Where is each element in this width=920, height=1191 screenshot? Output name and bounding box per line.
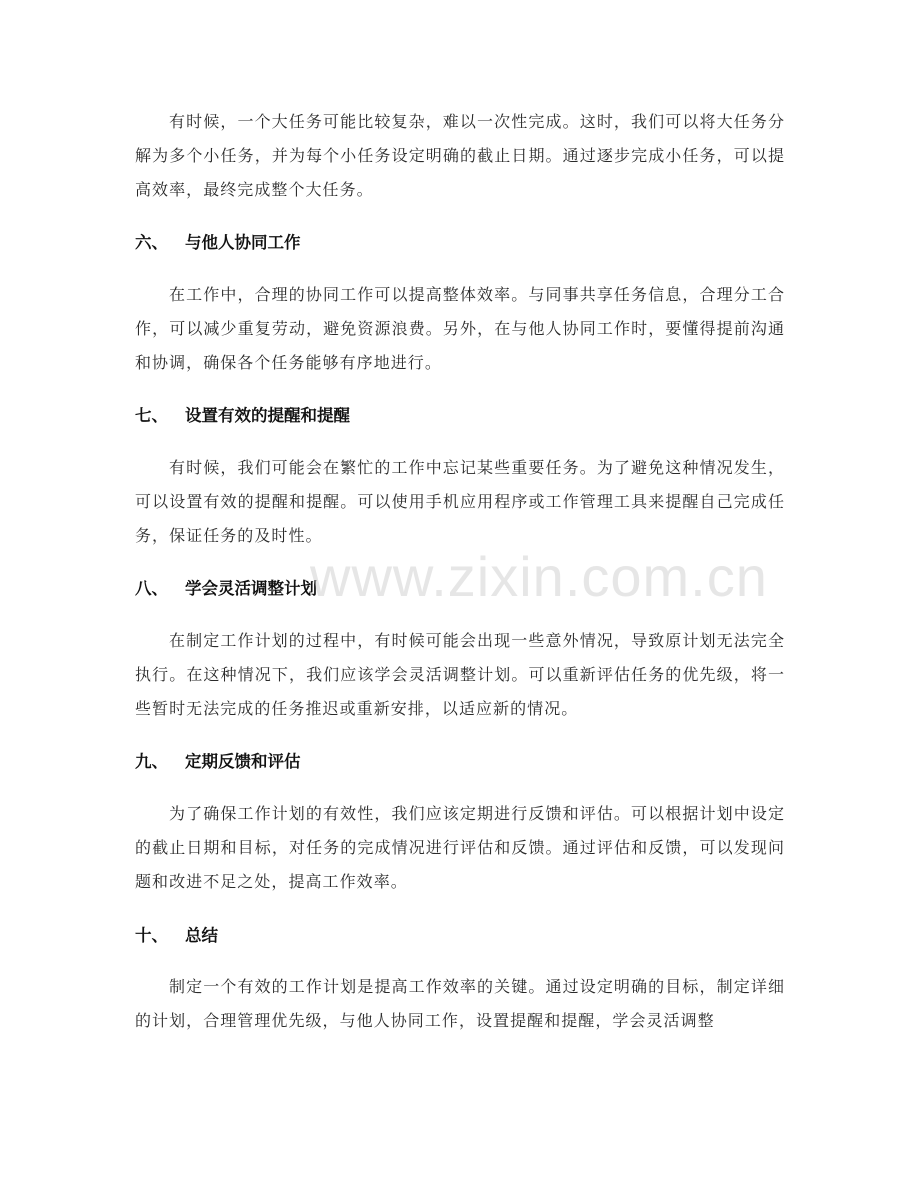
section-number: 九、 — [135, 752, 168, 771]
section-number: 八、 — [135, 579, 168, 598]
section-body-7: 有时候，我们可能会在繁忙的工作中忘记某些重要任务。为了避免这种情况发生，可以设置有效的提醒和提醒。可以使用手机应用程序或工作管理工具来提醒自己完成任务，保证任务的及时性。 — [135, 458, 785, 545]
section-title: 与他人协同工作 — [185, 233, 301, 252]
watermark: www.zixin.com.cn — [310, 545, 768, 608]
section-body-8: 在制定工作计划的过程中，有时候可能会出现一些意外情况，导致原计划无法完全执行。在这种情况下，我们应该学会灵活调整计划。可以重新评估任务的优先级，将一些暂时无法完成的任务推迟或重新安排，以适应新的情况。 — [135, 631, 785, 718]
section-title: 设置有效的提醒和提醒 — [185, 406, 350, 425]
section-heading-7 — [135, 402, 785, 430]
section-number: 六、 — [135, 233, 168, 252]
intro-paragraph: 有时候，一个大任务可能比较复杂，难以一次性完成。这时，我们可以将大任务分解为多个小任务，并为每个小任务设定明确的截止日期。通过逐步完成小任务，可以提高效率，最终完成整个大任务。 — [135, 112, 785, 199]
section-title: 定期反馈和评估 — [185, 752, 301, 771]
section-number: 七、 — [135, 406, 168, 425]
section-heading-10 — [135, 922, 785, 950]
section-body-9: 为了确保工作计划的有效性，我们应该定期进行反馈和评估。可以根据计划中设定的截止日期和目标，对任务的完成情况进行评估和反馈。通过评估和反馈，可以发现问题和改进不足之处，提高工作效率。 — [135, 804, 785, 891]
section-title: 学会灵活调整计划 — [185, 579, 317, 598]
section-heading-6 — [135, 229, 785, 257]
section-body-6: 在工作中，合理的协同工作可以提高整体效率。与同事共享任务信息，合理分工合作，可以减少重复劳动，避免资源浪费。另外，在与他人协同工作时，要懂得提前沟通和协调，确保各个任务能够有序地进行。 — [135, 285, 785, 372]
section-title: 总结 — [185, 926, 218, 945]
section-heading-8 — [135, 575, 785, 603]
section-heading-9 — [135, 748, 785, 776]
section-body-10: 制定一个有效的工作计划是提高工作效率的关键。通过设定明确的目标，制定详细的计划，合理管理优先级，与他人协同工作，设置提醒和提醒，学会灵活调整 — [135, 977, 785, 1030]
section-number: 十、 — [135, 926, 168, 945]
